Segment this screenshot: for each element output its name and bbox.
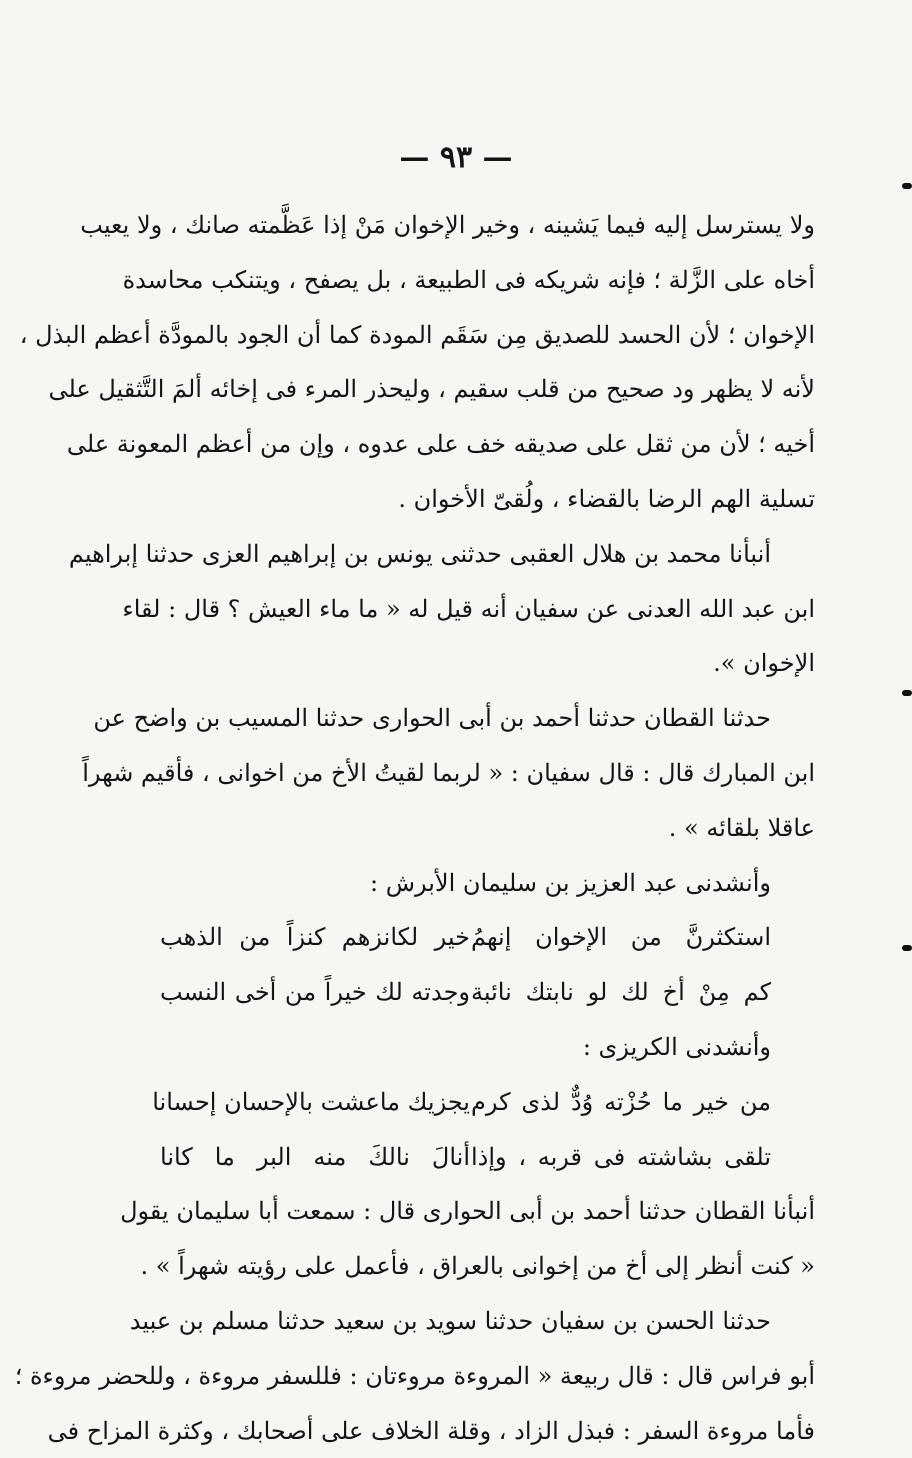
text-line: أنبأنا محمد بن هلال العقبى حدثنى يونس بن إبراهيم العزى حدثنا إبراهيم bbox=[68, 539, 771, 568]
hemistich-second: أنالَ نالكَ منه البر ما كانا bbox=[160, 1142, 470, 1171]
text-line: تسلية الهم الرضا بالقضاء ، ولُقىّ الأخوان . bbox=[398, 484, 815, 513]
poem-verse bbox=[152, 1075, 815, 1130]
page-body bbox=[14, 198, 815, 1458]
poem-verse bbox=[160, 965, 815, 1020]
hemistich-first: من خير ما حُزْته وُدٌّ لذى كرم bbox=[471, 1087, 771, 1116]
text-line: « كنت أنظر إلى أخ من إخوانى بالعراق ، فأعمل على رؤيته شهراً » . bbox=[140, 1252, 815, 1281]
text-line: أنبأنا القطان حدثنا أحمد بن أبى الحوارى قال : سمعت أبا سليمان يقول bbox=[120, 1197, 815, 1226]
text-line: الإخوان ؛ لأن الحسد للصديق مِن سَقَم المودة كما أن الجود بالمودَّة أعظم البذل ، bbox=[19, 320, 815, 349]
poem-intro: وأنشدنى الكريزى : bbox=[582, 1032, 771, 1061]
hemistich-first: استكثرنَّ من الإخوان إنهمُ bbox=[471, 923, 771, 952]
text-line: فأما مروءة السفر : فبذل الزاد ، وقلة الخلاف على أصحابك ، وكثرة المزاح فى bbox=[47, 1416, 815, 1445]
poem-intro: وأنشدنى عبد العزيز بن سليمان الأبرش : bbox=[369, 868, 771, 897]
text-line: أبو فراس قال : قال ربيعة « المروءة مروءتان : فللسفر مروءة ، وللحضر مروءة ؛ bbox=[14, 1361, 815, 1390]
hemistich-second: خير لكانزهم كنزاً من الذهب bbox=[160, 923, 470, 952]
text-line: ولا يسترسل إليه فيما يَشينه ، وخير الإخوان مَنْ إذا عَظَّمته صانك ، ولا يعيب bbox=[80, 211, 815, 239]
text-line: حدثنا القطان حدثنا أحمد بن أبى الحوارى حدثنا المسيب بن واضح عن bbox=[93, 704, 771, 733]
page-number: — ٩٣ — bbox=[399, 140, 513, 175]
text-line: ابن المبارك قال : قال سفيان : « لربما لقيتُ الأخ من اخوانى ، فأقيم شهراً bbox=[82, 758, 815, 787]
margin-mark bbox=[902, 183, 912, 189]
hemistich-first: كم مِنْ أخ لك لو نابتك نائبة bbox=[471, 978, 771, 1007]
text-line: أخيه ؛ لأن من ثقل على صديقه خف على عدوه ، وإن من أعظم المعونة على bbox=[66, 430, 815, 459]
hemistich-second: يجزيك ماعشت بالإحسان إحسانا bbox=[152, 1087, 470, 1116]
text-line: الإخوان ». bbox=[713, 649, 815, 678]
text-line: عاقلا بلقائه » . bbox=[668, 813, 815, 842]
text-line: ابن عبد الله العدنى عن سفيان أنه قيل له « ما ماء العيش ؟ قال : لقاء bbox=[122, 594, 815, 623]
margin-mark bbox=[902, 690, 912, 696]
text-line: أخاه على الزَّلة ؛ فإنه شريكه فى الطبيعة ، بل يصفح ، ويتنكب محاسدة bbox=[122, 265, 815, 294]
poem-verse bbox=[160, 910, 815, 965]
hemistich-first: تلقى بشاشته فى قربه ، وإذا bbox=[471, 1142, 771, 1171]
poem-verse bbox=[160, 1130, 815, 1185]
text-line: لأنه لا يظهر ود صحيح من قلب سقيم ، وليحذر المرء فى إخائه ألمَ التَّثقيل على bbox=[48, 375, 815, 404]
text-line: حدثنا الحسن بن سفيان حدثنا سويد بن سعيد حدثنا مسلم بن عبيد bbox=[129, 1306, 771, 1335]
margin-mark bbox=[902, 945, 912, 951]
hemistich-second: وجدته لك خيراً من أخى النسب bbox=[160, 978, 470, 1007]
